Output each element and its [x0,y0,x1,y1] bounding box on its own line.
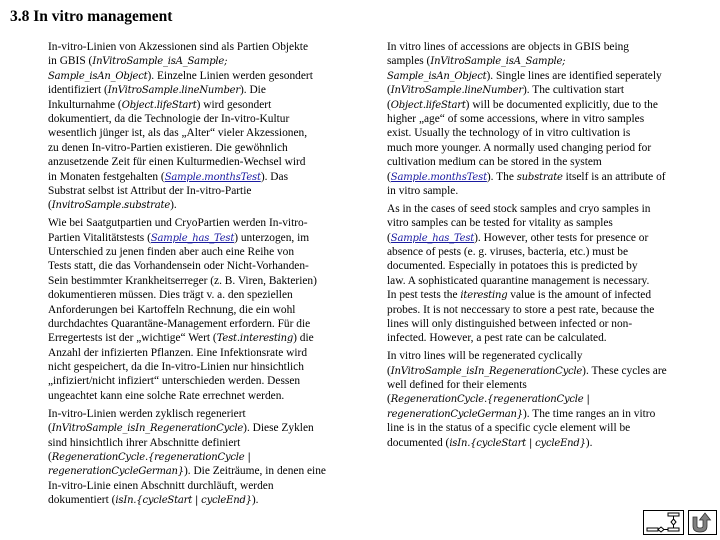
text-segment: ). Single lines are identified seperately [486,69,662,82]
paragraph [387,40,687,198]
text-line [48,245,348,259]
text-line [48,317,348,331]
text-segment: ). Einzelne Linien werden gesondert [147,69,313,82]
text-line [387,202,687,216]
text-line [48,479,348,493]
text-segment: ). Diese Zyklen [243,422,314,435]
text-line [387,288,687,302]
text-line [387,184,687,198]
text-segment: dokumentiert, da die Technologie der In-vitro-Kultur [48,112,290,125]
code-identifier: InvitroSample.substrate [51,200,171,212]
text-segment: dokumentiert ( [48,494,116,507]
text-segment: ) will be documented explicitly, due to the [465,98,658,111]
text-line [387,317,687,331]
text-segment: lines will only distinguished between infected or non- [387,317,633,330]
text-segment: ). These cycles are [582,364,667,377]
code-identifier: RegenerationCycle.{regenerationCycle | [390,394,590,406]
text-line [387,69,687,83]
text-segment: ). [170,199,177,212]
text-segment: value is the amount of infected [507,289,652,302]
text-segment: In-vitro-Linien von Akzessionen sind als Partien Objekte [48,41,309,53]
attribute-link[interactable]: Sample_has_Test [390,232,475,244]
text-line [48,374,348,388]
text-line [48,198,348,212]
code-identifier: isIn.{cycleStart | cycleEnd} [449,437,586,449]
text-line [387,141,687,155]
text-line [48,259,348,273]
attribute-link[interactable]: Sample.monthsTest [164,171,261,183]
code-identifier: InVitroSample.lineNumber [390,85,523,97]
text-segment: exist. Usually the technology of in vitro cultivation is [387,127,631,140]
code-identifier: regenerationCycleGerman} [48,466,184,478]
u-turn-back-arrow-icon [689,511,716,534]
text-segment: In vitro lines will be regenerated cyclically [387,350,583,363]
paragraph [48,216,348,403]
text-line [48,40,348,54]
text-line [48,126,348,140]
text-line [387,155,687,169]
text-line [48,216,348,230]
text-line [387,303,687,317]
text-segment: dokumentieren müssen. Dies trägt v. a. den speziellen [48,289,293,302]
text-segment: In pest tests the [387,289,461,302]
text-line [48,141,348,155]
code-identifier: Object.lifeStart [121,99,197,111]
text-segment: ) die [293,332,314,345]
text-line [48,112,348,126]
paragraph [387,349,687,450]
code-identifier: isIn.{cycleStart | cycleEnd} [115,495,252,507]
text-line [387,40,687,54]
code-identifier: InVitroSample_isA_Sample; [92,56,228,68]
text-segment: ( [387,170,391,183]
diagram-nav-button[interactable] [643,510,684,535]
text-segment: „infiziert/nicht infiziert“ unterschieden werden. Dessen [48,375,301,388]
code-identifier: InVitroSample_isIn_RegenerationCycle [390,365,583,377]
text-line [48,155,348,169]
text-segment: ). Die Zeiträume, in denen eine [183,465,326,478]
attribute-link[interactable]: Sample_has_Test [150,232,235,244]
text-line [387,349,687,363]
text-segment: ( [387,364,391,377]
text-segment: Anzahl der infizierten Pflanzen. Eine Infektionsrate wird [48,346,308,359]
code-identifier: RegenerationCycle.{regenerationCycle | [51,451,251,463]
text-segment: ). Das [260,170,289,183]
text-segment: Partien Vitalitätstests ( [48,231,151,244]
text-segment: ). However, other tests for presence or [474,231,649,244]
text-segment: zu denen In-vitro-Partien existieren. Die gewöhnlich [48,141,288,154]
text-line [387,331,687,345]
text-segment: Substrat selbst ist Attribut der In-vitro-Partie [48,184,252,197]
text-segment: identifiziert ( [48,84,108,97]
text-segment: ) unterzogen, im [234,231,310,244]
text-line [48,231,348,245]
text-segment: ( [48,422,52,435]
text-line [48,464,348,478]
text-line [387,274,687,288]
text-segment: Unterschied zu jenen finden aber auch eine Reihe von [48,245,295,258]
text-segment: ). Die [239,84,266,97]
code-identifier: InVitroSample.lineNumber [107,85,240,97]
text-segment: line is in the status of a specific cycle element will be [387,422,631,435]
text-segment: ). The cultivation start [522,84,624,97]
code-identifier: InVitroSample_isIn_RegenerationCycle [51,423,244,435]
text-segment: Tests statt, die das Vorhandensein oder Nicht-Vorhanden- [48,260,309,273]
text-line [48,54,348,68]
text-line [48,346,348,360]
paragraph [48,407,348,508]
text-segment: itself is an attribute of [562,170,666,183]
text-segment: in GBIS ( [48,55,93,68]
german-text-column [48,40,348,511]
text-line [48,274,348,288]
text-line [48,421,348,435]
text-segment: vitro samples can be tested for vitality as samples [387,217,613,230]
text-segment: ( [387,98,391,111]
text-segment: sind hinsichtlich ihrer Abschnitte definiert [48,436,241,449]
text-segment: absence of pests (e. g. viruses, bacteria, etc.) must be [387,245,629,258]
text-line [48,360,348,374]
text-line [387,378,687,392]
text-segment: much more younger. A normally used changing period for [387,141,652,154]
text-line [48,184,348,198]
paragraph [48,40,348,213]
text-segment: ( [387,231,391,244]
text-segment: cultivation medium can be stored in the system [387,156,602,169]
text-line [387,407,687,421]
text-segment: Inkulturnahme ( [48,98,122,111]
code-identifier: Sample_isAn_Object [48,70,148,82]
text-segment: ( [48,199,52,212]
text-line [387,421,687,435]
code-identifier: Object.lifeStart [390,99,466,111]
text-segment: probes. It is not neccessary to store a pest rate, because the [387,303,655,316]
text-segment: ). The [486,170,517,183]
text-segment: In-vitro-Linie einen Abschnitt durchläuft, werden [48,479,274,492]
text-line [387,216,687,230]
text-line [48,493,348,507]
text-segment: ( [48,450,52,463]
text-segment: well defined for their elements [387,378,527,391]
text-segment: documented. Especially in potatoes this is predicted by [387,260,638,273]
code-identifier: Test.interesting [216,333,294,345]
text-segment: nicht gespeichert, da die In-vitro-Linien nur hinsichtlich [48,361,304,374]
code-identifier: iteresting [460,290,508,302]
text-segment: in Monaten festgehalten ( [48,170,165,183]
text-line [387,245,687,259]
text-segment: ). The time ranges an in vitro [522,407,656,420]
text-line [387,231,687,245]
text-line [48,389,348,403]
text-line [48,436,348,450]
page-title: 3.8 In vitro management [10,8,173,25]
text-segment: As in the cases of seed stock samples and cryo samples in [387,202,651,215]
text-segment: samples ( [387,55,431,68]
text-line [387,392,687,406]
english-text-column [387,40,687,453]
text-line [387,259,687,273]
text-segment: wesentlich jünger ist, als das „Alter“ vieler Akzessionen, [48,127,308,140]
text-segment: ( [387,393,391,406]
text-segment: durchdachtes Quarantäne-Management erfordern. Für die [48,317,311,330]
text-segment: Erregertests ist der „wichtige“ Wert ( [48,332,217,345]
text-line [48,450,348,464]
text-line [387,83,687,97]
entity-relationship-diagram-icon [644,511,683,534]
text-line [48,288,348,302]
text-segment: law. A sophisticated quarantine management is necessary. [387,274,650,287]
text-segment: higher „age“ of some accessions, where in vitro samples [387,112,645,125]
attribute-link[interactable]: Sample.monthsTest [390,171,487,183]
text-line [387,126,687,140]
text-line [387,170,687,184]
text-line [48,170,348,184]
text-segment: Wie bei Saatgutpartien und CryoPartien werden In-vitro- [48,217,308,230]
text-line [48,98,348,112]
text-segment: Sein bestimmter Krankheitserreger (z. B. Viren, Bakterien) [48,274,317,287]
text-segment: in vitro sample. [387,184,459,197]
text-line [48,83,348,97]
text-line [48,69,348,83]
paragraph [387,202,687,346]
text-line [48,331,348,345]
code-identifier: InVitroSample_isA_Sample; [430,56,566,68]
text-line [48,407,348,421]
code-identifier: substrate [516,171,563,183]
text-segment: documented ( [387,436,450,449]
text-segment: ). [585,436,593,449]
text-line [387,54,687,68]
text-segment: Anforderungen bei Kartoffeln Rechnung, die ein wohl [48,303,296,316]
text-segment: In-vitro-Linien werden zyklisch regeneriert [48,407,246,420]
text-line [387,364,687,378]
text-segment: ) wird gesondert [196,98,272,111]
code-identifier: Sample_isAn_Object [387,70,487,82]
text-segment: anzusetzende Zeit für einen Kulturmedien-Wechsel wird [48,156,306,169]
text-line [387,436,687,450]
text-segment: ungeachtet kann eine solche Rate errechnet werden. [48,389,285,402]
text-segment: ). [251,494,259,507]
code-identifier: regenerationCycleGerman} [387,408,523,420]
text-segment: ( [387,84,391,97]
text-line [48,303,348,317]
text-segment: In vitro lines of accessions are objects in GBIS being [387,41,629,53]
text-segment: infected. However, a pest rate can be calculated. [387,332,607,345]
text-line [387,98,687,112]
back-nav-button[interactable] [688,510,717,535]
text-line [387,112,687,126]
